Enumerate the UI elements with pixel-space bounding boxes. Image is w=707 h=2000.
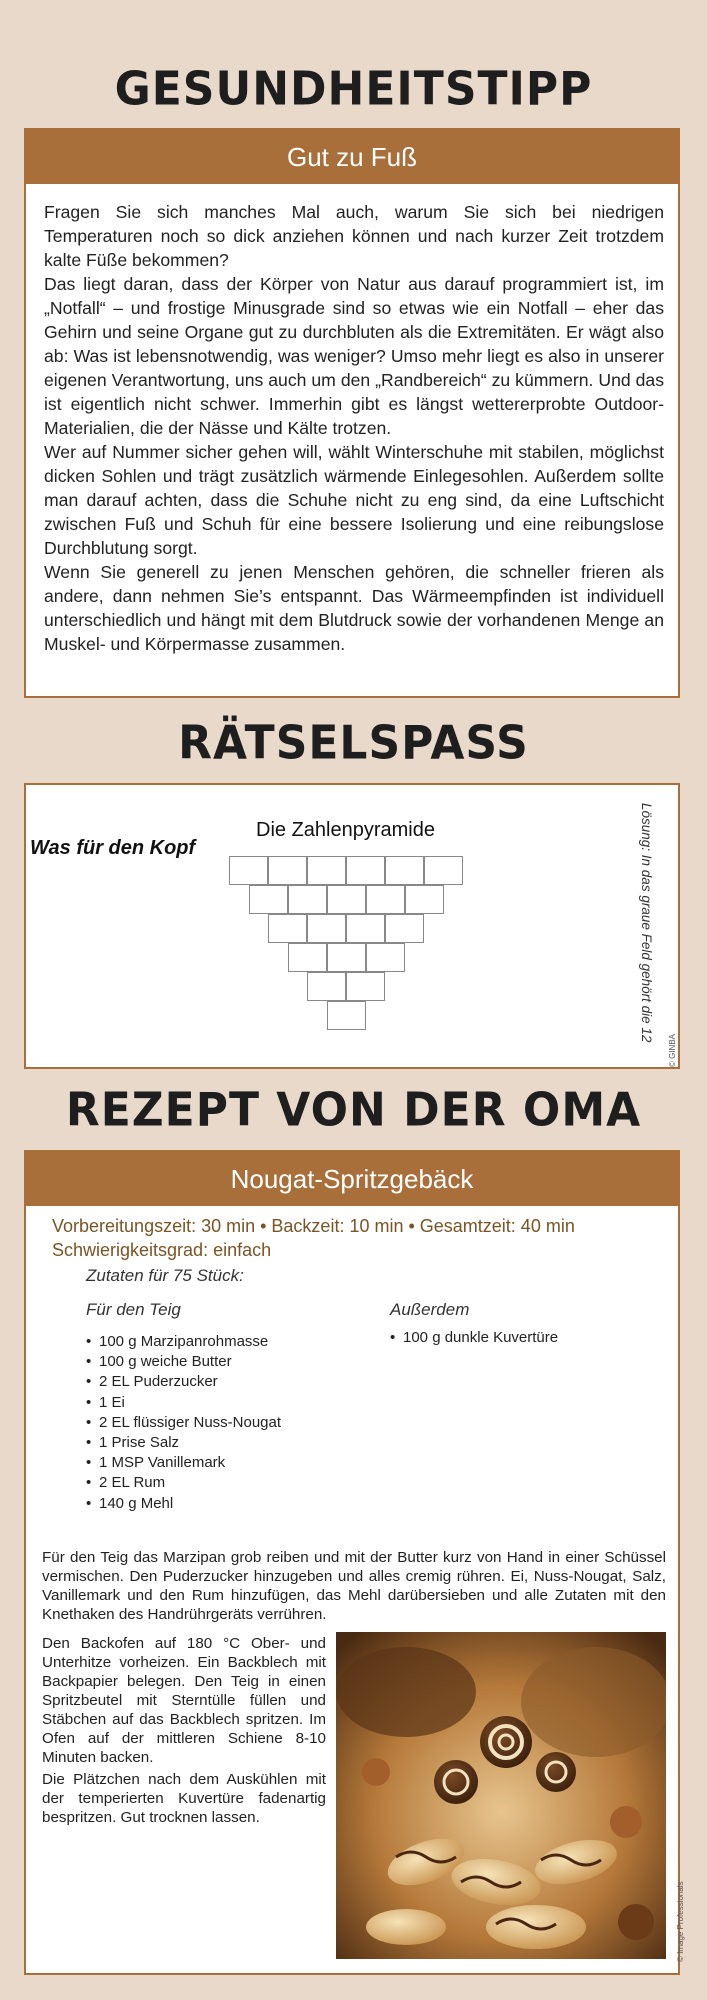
health-paragraph: Wenn Sie generell zu jenen Menschen gehören, die schneller frieren als andere, dann nehmen Sie’s entspannt. Das Wärmeempfinden ist individuell unterschiedlich und hängt mit dem Blutdruck sowie der vorhandenen Menge an Muskel- und Körpermasse zusammen. — [44, 562, 664, 654]
cookies-photo — [336, 1632, 666, 1959]
health-paragraph: Fragen Sie sich manches Mal auch, warum Sie sich bei niedrigen Temperaturen noch so dick anziehen können und nach kurzer Zeit trotzdem kalte Füße bekommen? — [44, 202, 664, 270]
pyramid-cell — [307, 856, 346, 885]
ingredient-item: • 140 g Mehl — [86, 1494, 281, 1514]
recipe-meta — [52, 1214, 662, 1262]
pyramid-cell — [346, 914, 385, 943]
pyramid-cell — [385, 914, 424, 943]
pyramid-cell — [229, 856, 268, 885]
pyramid-cell — [268, 856, 307, 885]
extra-ingredient-list — [390, 1328, 558, 1348]
section-title-health: GESUNDHEITSTIPP — [114, 62, 593, 117]
recipe-step-3 — [42, 1770, 326, 1827]
ingredient-item: • 1 Prise Salz — [86, 1433, 281, 1453]
dough-ingredient-list — [86, 1332, 281, 1514]
pyramid-cell — [327, 943, 366, 972]
pyramid-cell — [405, 885, 444, 914]
health-tip-text — [44, 200, 664, 656]
pyramid-cell — [307, 914, 346, 943]
ingredient-item: • 100 g weiche Butter — [86, 1352, 281, 1372]
ingredient-item: • 2 EL Puderzucker — [86, 1372, 281, 1392]
recipe-step-1 — [42, 1548, 666, 1624]
pyramid-cell — [288, 943, 327, 972]
pyramid-cell — [249, 885, 288, 914]
ingredient-item: • 2 EL Rum — [86, 1473, 281, 1493]
recipe-step-text: Den Backofen auf 180 °C Ober- und Unterhitze vorheizen. Ein Backblech mit Backpapier belegen. Den Teig in einen Spritzbeutel mit Sterntülle füllen und Stäbchen auf das Backblech spritzen. Im Ofen auf der mittleren Schiene 8-10 Minuten backen. — [42, 1635, 326, 1766]
pyramid-cell — [346, 856, 385, 885]
puzzle-solution — [639, 803, 674, 1053]
pyramid-cell — [424, 856, 463, 885]
recipe-header: Nougat-Spritzgebäck — [26, 1152, 678, 1206]
ingredient-item: • 100 g Marzipanrohmasse — [86, 1332, 281, 1352]
ingredient-item: • 2 EL flüssiger Nuss-Nougat — [86, 1413, 281, 1433]
section-title-puzzle: RÄTSELSPASS — [178, 716, 529, 771]
health-tip-box — [24, 128, 680, 698]
pyramid-cell — [268, 914, 307, 943]
pyramid-cell — [327, 1001, 366, 1030]
pyramid-cell — [366, 943, 405, 972]
health-paragraph: Das liegt daran, dass der Körper von Natur aus darauf programmiert ist, im „Notfall“ – und frostige Minusgrade sind so etwas wie ein Notfall – eher das Gehirn und seine Organe gut zu durchbluten als die Extremitäten. Er wägt also ab: Was ist lebensnotwendig, was weniger? Umso mehr liegt es also in unserer eigenen Verantwortung, uns auch um den „Randbereich“ zu kümmern. Und das ist eigentlich nicht schwer. Immerhin gibt es längst wettererprobte Outdoor- Materialien, die der Nässe und Kälte trotzen. — [44, 274, 664, 438]
recipe-times: Vorbereitungszeit: 30 min • Backzeit: 10 min • Gesamtzeit: 40 min — [52, 1216, 575, 1236]
puzzle-solution-text: Lösung: In das graue Feld gehört die 12 — [639, 803, 654, 1043]
recipe-step-2 — [42, 1634, 326, 1767]
dough-label: Für den Teig — [86, 1300, 181, 1319]
pyramid-cell — [307, 972, 346, 1001]
recipe-difficulty: Schwierigkeitsgrad: einfach — [52, 1240, 272, 1260]
recipe-step-text: Für den Teig das Marzipan grob reiben und mit der Butter kurz von Hand in einer Schüssel vermischen. Den Puderzucker hinzugeben und alles cremig rühren. Ei, Nuss-Nougat, Salz, Vanillemark und den Rum hinzufügen, das Mehl darübersieben und alle Zutaten mit den Knethaken des Handrührgeräts verrühren. — [42, 1549, 666, 1623]
puzzle-box — [24, 783, 680, 1069]
photo-credit: © Image Professionals — [676, 1881, 685, 1962]
section-title-recipe: REZEPT VON DER OMA — [65, 1083, 642, 1138]
pyramid-cell — [346, 972, 385, 1001]
pyramid-cell — [327, 885, 366, 914]
pyramid-cell — [385, 856, 424, 885]
puzzle-title: Die Zahlenpyramide — [256, 819, 435, 841]
pyramid-cell — [288, 885, 327, 914]
health-paragraph: Wer auf Nummer sicher gehen will, wählt Winterschuhe mit stabilen, möglichst dicken Sohlen und trägt zusätzlich wärmende Einlegesohlen. Außerdem sollte man darauf achten, dass die Schuhe nicht zu eng sind, da eine Luftschicht zwischen Fuß und Schuh für eine bessere Isolierung und eine reibungslose Durchblutung sorgt. — [44, 442, 664, 558]
puzzle-tagline: Was für den Kopf — [30, 837, 196, 859]
puzzle-credit: © GINBA — [668, 1033, 677, 1067]
health-tip-header: Gut zu Fuß — [26, 130, 678, 184]
ingredient-item: • 1 MSP Vanillemark — [86, 1453, 281, 1473]
ingredient-item: • 1 Ei — [86, 1393, 281, 1413]
extra-label: Außerdem — [390, 1300, 470, 1319]
recipe-servings: Zutaten für 75 Stück: — [86, 1266, 244, 1285]
ingredient-item: • 100 g dunkle Kuvertüre — [390, 1328, 558, 1348]
recipe-box — [24, 1150, 685, 1975]
pyramid-cell — [366, 885, 405, 914]
recipe-step-text: Die Plätzchen nach dem Auskühlen mit der temperierten Kuvertüre fadenartig bespritzen. Gut trocknen lassen. — [42, 1771, 326, 1826]
